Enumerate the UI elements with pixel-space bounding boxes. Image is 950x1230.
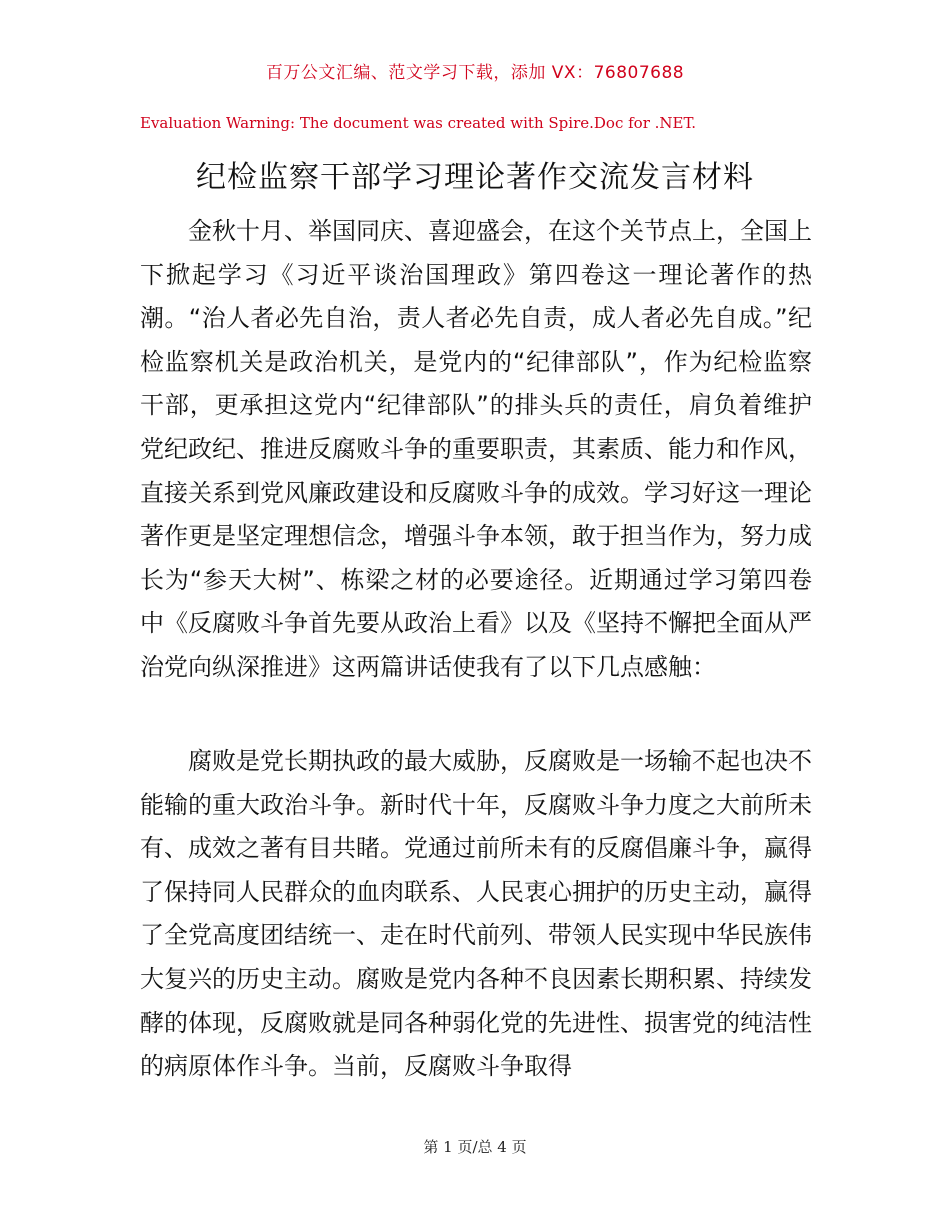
paragraph-2: 腐败是党长期执政的最大威胁，反腐败是一场输不起也决不能输的重大政治斗争。新时代十年，反腐败斗争力度之大前所未有、成效之著有目共睹。党通过前所未有的反腐倡廉斗争，赢得了保持同人民群众的血肉联系、人民衷心拥护的历史主动，赢得了全党高度团结统一、走在时代前列、带领人民实现中华民族伟大复兴的历史主动。腐败是党内各种不良因素长期积累、持续发酵的体现，反腐败就是同各种弱化党的先进性、损害党的纯洁性的病原体作斗争。当前，反腐败斗争取得 xyxy=(140,747,812,1081)
promo-banner: 百万公文汇编、范文学习下载，添加 VX：76807688 xyxy=(265,63,685,83)
page-number: 第 1 页/总 4 页 xyxy=(423,1138,527,1156)
document-title: 纪检监察干部学习理论著作交流发言材料 xyxy=(196,160,754,195)
paragraph-1: 金秋十月、举国同庆、喜迎盛会，在这个关节点上，全国上下掀起学习《习近平谈治国理政》第四卷这一理论著作的热潮。“治人者必先自治，责人者必先自责，成人者必先自成。”纪检监察机关是政治机关，是党内的“纪律部队”，作为纪检监察干部，更承担这党内“纪律部队”的排头兵的责任，肩负着维护党纪政纪、推进反腐败斗争的重要职责，其素质、能力和作风，直接关系到党风廉政建设和反腐败斗争的成效。学习好这一理论著作更是坚定理想信念，增强斗争本领，敢于担当作为，努力成长为“参天大树”、栋梁之材的必要途径。近期通过学习第四卷中《反腐败斗争首先要从政治上看》以及《坚持不懈把全面从严治党向纵深推进》这两篇讲话使我有了以下几点感触： xyxy=(140,217,812,681)
evaluation-warning: Evaluation Warning: The document was created with Spire.Doc for .NET. xyxy=(140,114,697,132)
